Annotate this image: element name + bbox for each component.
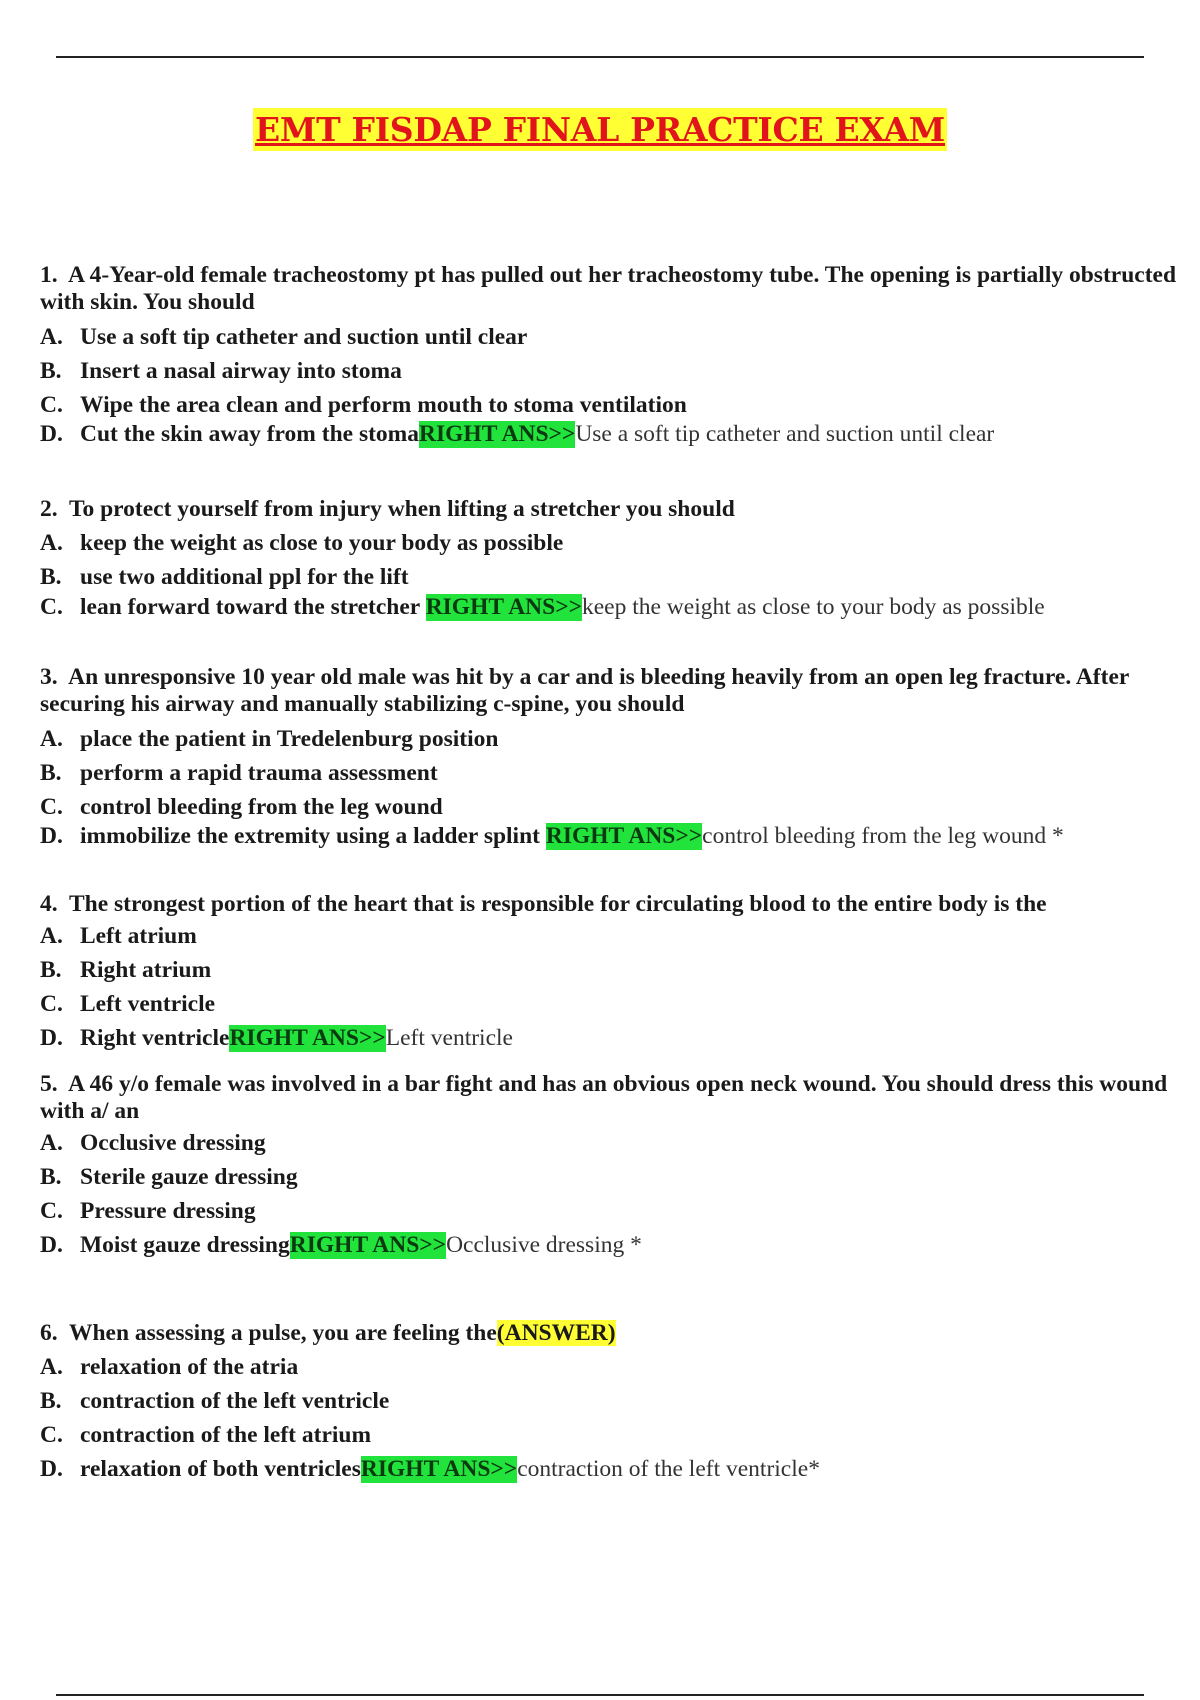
question-number: 3. — [40, 664, 58, 690]
option-letter: B. — [40, 1164, 62, 1190]
question-6 — [40, 1320, 1190, 1483]
option-text: Left atrium — [80, 923, 197, 949]
option-a — [40, 324, 1190, 351]
option-letter: D. — [40, 1025, 63, 1051]
option-text: relaxation of both ventricles — [80, 1456, 361, 1482]
option-b — [40, 957, 1190, 984]
option-a — [40, 726, 1190, 753]
option-c — [40, 392, 1190, 419]
option-letter: A. — [40, 923, 63, 949]
option-letter: C. — [40, 794, 63, 820]
question-number: 1. — [40, 262, 58, 288]
option-text: Occlusive dressing — [80, 1130, 266, 1156]
right-answer-tag: RIGHT ANS>> — [360, 1456, 518, 1482]
option-letter: C. — [40, 1198, 63, 1224]
option-letter: C. — [40, 1422, 63, 1448]
option-letter: D. — [40, 421, 63, 447]
option-letter: B. — [40, 957, 62, 983]
option-c — [40, 1422, 1190, 1449]
right-answer-tag: RIGHT ANS>> — [229, 1025, 386, 1051]
option-text: Moist gauze dressing — [80, 1232, 290, 1258]
option-text: Cut the skin away from the stoma — [80, 421, 420, 447]
option-c — [40, 991, 1190, 1018]
option-letter: A. — [40, 530, 63, 556]
option-letter: B. — [40, 1388, 62, 1414]
option-a — [40, 530, 1190, 557]
option-text: Insert a nasal airway into stoma — [80, 358, 402, 384]
option-letter: B. — [40, 760, 62, 786]
option-text: immobilize the extremity using a ladder splint — [80, 823, 546, 849]
title-area — [0, 108, 1200, 151]
option-text: Right atrium — [80, 957, 212, 983]
option-text: Sterile gauze dressing — [80, 1164, 298, 1190]
option-b — [40, 564, 1190, 591]
option-letter: A. — [40, 324, 63, 350]
option-b — [40, 1388, 1190, 1415]
answer-text: Use a soft tip catheter and suction until clear — [575, 421, 995, 447]
option-b — [40, 1164, 1190, 1191]
option-text: Wipe the area clean and perform mouth to stoma ventilation — [80, 392, 687, 418]
right-answer-tag: RIGHT ANS>> — [545, 823, 703, 849]
option-text: Pressure dressing — [80, 1198, 256, 1224]
question-3 — [40, 664, 1190, 850]
question-text: To protect yourself from injury when lifting a stretcher you should — [68, 496, 735, 522]
answer-text: contraction of the left ventricle* — [517, 1456, 820, 1482]
right-answer-tag: RIGHT ANS>> — [289, 1232, 447, 1258]
answer-text: Left ventricle — [385, 1025, 513, 1051]
option-letter: C. — [40, 594, 63, 620]
question-text: The strongest portion of the heart that is responsible for circulating blood to the entire body is the — [68, 891, 1047, 917]
answer-text: control bleeding from the leg wound * — [702, 823, 1064, 849]
option-letter: B. — [40, 358, 62, 384]
question-text: A 46 y/o female was involved in a bar fight and has an obvious open neck wound. You should dress this wound with a/ an — [40, 1071, 1168, 1124]
option-text: use two additional ppl for the lift — [80, 564, 409, 590]
option-b — [40, 358, 1190, 385]
question-4 — [40, 891, 1190, 1052]
option-text: Use a soft tip catheter and suction until clear — [80, 324, 528, 350]
option-d — [40, 1456, 1190, 1483]
option-b — [40, 760, 1190, 787]
option-a — [40, 923, 1190, 950]
option-text: perform a rapid trauma assessment — [80, 760, 438, 786]
option-c — [40, 594, 1190, 621]
option-c — [40, 1198, 1190, 1225]
question-stem — [40, 1320, 1190, 1347]
option-text: keep the weight as close to your body as possible — [80, 530, 564, 556]
question-stem — [40, 891, 1190, 918]
option-a — [40, 1354, 1190, 1381]
right-answer-tag: RIGHT ANS>> — [419, 421, 576, 447]
question-number: 5. — [40, 1071, 58, 1097]
question-stem — [40, 664, 1190, 718]
question-number: 2. — [40, 496, 58, 522]
answer-text: keep the weight as close to your body as possible — [581, 594, 1045, 620]
option-d — [40, 1025, 1190, 1052]
question-number: 6. — [40, 1320, 58, 1346]
question-5 — [40, 1071, 1190, 1259]
page-title: EMT FISDAP FINAL PRACTICE EXAM — [255, 110, 945, 149]
question-text: When assessing a pulse, you are feeling the — [68, 1320, 497, 1346]
question-stem — [40, 262, 1190, 316]
question-number: 4. — [40, 891, 58, 917]
top-rule — [56, 56, 1144, 58]
question-2 — [40, 496, 1190, 621]
option-text: contraction of the left atrium — [80, 1422, 372, 1448]
question-stem — [40, 496, 1190, 523]
answer-placeholder-tag: (ANSWER) — [496, 1320, 616, 1346]
question-1 — [40, 262, 1190, 448]
option-a — [40, 1130, 1190, 1157]
question-stem — [40, 1071, 1190, 1125]
option-letter: A. — [40, 1354, 63, 1380]
question-text: An unresponsive 10 year old male was hit by a car and is bleeding heavily from an open leg fracture. After securing his airway and manually stabilizing c-spine, you should — [40, 664, 1129, 717]
answer-text: Occlusive dressing * — [446, 1232, 642, 1258]
option-letter: A. — [40, 1130, 63, 1156]
option-text: lean forward toward the stretcher — [80, 594, 426, 620]
option-letter: C. — [40, 991, 63, 1017]
option-c — [40, 794, 1190, 821]
option-letter: D. — [40, 823, 63, 849]
option-letter: A. — [40, 726, 63, 752]
option-text: place the patient in Tredelenburg position — [80, 726, 499, 752]
option-d — [40, 421, 1190, 448]
option-letter: B. — [40, 564, 62, 590]
option-letter: D. — [40, 1456, 63, 1482]
option-text: Right ventricle — [80, 1025, 230, 1051]
bottom-rule — [56, 1694, 1144, 1696]
option-text: contraction of the left ventricle — [80, 1388, 390, 1414]
option-letter: C. — [40, 392, 63, 418]
right-answer-tag: RIGHT ANS>> — [425, 594, 582, 620]
question-text: A 4-Year-old female tracheostomy pt has pulled out her tracheostomy tube. The opening is partially obstructed with skin. You should — [40, 262, 1177, 315]
option-letter: D. — [40, 1232, 63, 1258]
option-text: relaxation of the atria — [80, 1354, 299, 1380]
option-text: Left ventricle — [80, 991, 216, 1017]
option-text: control bleeding from the leg wound — [80, 794, 443, 820]
option-d — [40, 823, 1190, 850]
option-d — [40, 1232, 1190, 1259]
